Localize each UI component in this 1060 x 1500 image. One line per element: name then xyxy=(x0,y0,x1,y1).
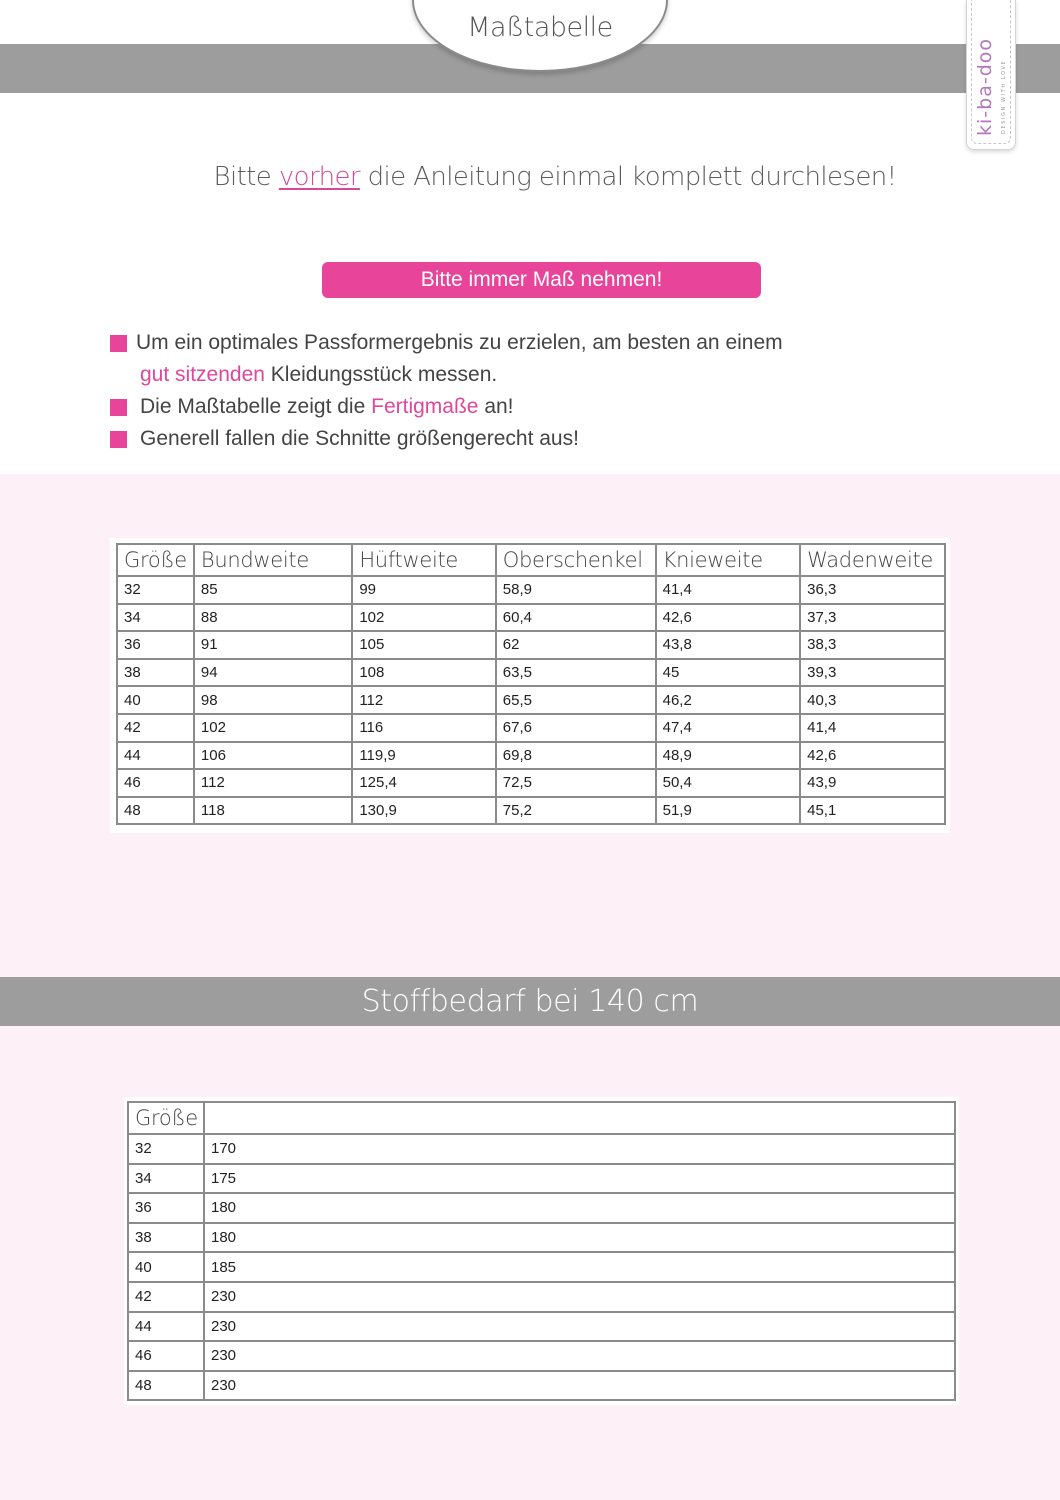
table-row xyxy=(128,1164,955,1194)
table-cell: 43,9 xyxy=(800,769,945,797)
brand-logo-text: ki-ba-doo xyxy=(974,37,996,136)
table-cell: 180 xyxy=(204,1193,955,1223)
table-cell: 46,2 xyxy=(656,686,800,714)
table-cell: 46 xyxy=(117,769,194,797)
headline-text-after: die Anleitung einmal komplett durchlesen! xyxy=(359,162,897,192)
table-cell: 102 xyxy=(194,714,352,742)
headline-text-before: Bitte xyxy=(213,162,279,192)
table-row xyxy=(128,1371,955,1401)
table-cell: 43,8 xyxy=(656,631,800,659)
table-cell: 230 xyxy=(204,1312,955,1342)
table-row xyxy=(117,659,945,687)
table-cell: 119,9 xyxy=(352,742,495,770)
table-cell: 40 xyxy=(128,1252,204,1282)
table-row xyxy=(117,769,945,797)
table-cell: 34 xyxy=(128,1164,204,1194)
column-header: Knieweite xyxy=(656,544,800,576)
table-cell: 99 xyxy=(352,576,495,604)
table-cell: 72,5 xyxy=(496,769,656,797)
table-row xyxy=(117,714,945,742)
table-cell: 48 xyxy=(128,1371,204,1401)
table-row xyxy=(128,1252,955,1282)
headline-highlight: vorher xyxy=(278,162,360,192)
pink-square-bullet-icon xyxy=(110,399,127,416)
table-cell: 67,6 xyxy=(496,714,656,742)
emphasis-text: Fertigmaße xyxy=(371,395,479,418)
table-row xyxy=(117,604,945,632)
tips-list xyxy=(110,330,870,458)
table-row xyxy=(128,1134,955,1164)
table-header-row xyxy=(117,544,945,576)
table-row xyxy=(128,1312,955,1342)
page-title: Maßtabelle xyxy=(467,12,613,43)
table-cell: 105 xyxy=(352,631,495,659)
table-cell: 50,4 xyxy=(656,769,800,797)
table-cell: 98 xyxy=(194,686,352,714)
table-cell: 62 xyxy=(496,631,656,659)
table-cell: 125,4 xyxy=(352,769,495,797)
table-cell: 41,4 xyxy=(656,576,800,604)
table-cell: 32 xyxy=(128,1134,204,1164)
table-cell: 40,3 xyxy=(800,686,945,714)
table-cell: 48,9 xyxy=(656,742,800,770)
list-item-continuation: gut sitzenden Kleidungsstück messen. xyxy=(140,363,498,386)
table-cell: 51,9 xyxy=(656,797,800,825)
table-row xyxy=(117,631,945,659)
table-cell: 102 xyxy=(352,604,495,632)
column-header: Wadenweite xyxy=(800,544,945,576)
table-row xyxy=(117,686,945,714)
fabric-section-title: Stoffbedarf bei 140 cm xyxy=(0,977,1060,1026)
table-cell: 47,4 xyxy=(656,714,800,742)
table-cell: 48 xyxy=(117,797,194,825)
table-cell: 36 xyxy=(128,1193,204,1223)
table-cell: 46 xyxy=(128,1341,204,1371)
table-cell: 42,6 xyxy=(800,742,945,770)
table-cell: 170 xyxy=(204,1134,955,1164)
measurement-table xyxy=(116,543,946,825)
measure-notice-banner: Bitte immer Maß nehmen! xyxy=(322,262,761,298)
table-cell: 94 xyxy=(194,659,352,687)
fabric-requirement-table xyxy=(127,1101,956,1401)
table-cell: 38 xyxy=(128,1223,204,1253)
table-cell: 38 xyxy=(117,659,194,687)
table-cell: 44 xyxy=(117,742,194,770)
table-cell: 63,5 xyxy=(496,659,656,687)
table-cell: 65,5 xyxy=(496,686,656,714)
table-cell: 38,3 xyxy=(800,631,945,659)
table-cell: 36,3 xyxy=(800,576,945,604)
table-cell: 91 xyxy=(194,631,352,659)
brand-logo-tagline: DESIGN WITH LOVE xyxy=(1001,59,1007,134)
table-row xyxy=(117,576,945,604)
table-row xyxy=(128,1341,955,1371)
table-cell: 75,2 xyxy=(496,797,656,825)
table-cell: 230 xyxy=(204,1282,955,1312)
pink-square-bullet-icon xyxy=(110,335,127,352)
list-item: Generell fallen die Schnitte größengerecht aus! xyxy=(110,426,870,458)
table-cell: 34 xyxy=(117,604,194,632)
table-cell: 60,4 xyxy=(496,604,656,632)
table-row xyxy=(117,797,945,825)
table-header-row xyxy=(128,1102,955,1134)
table-cell: 32 xyxy=(117,576,194,604)
pink-square-bullet-icon xyxy=(110,431,127,448)
table-cell: 112 xyxy=(352,686,495,714)
table-row xyxy=(128,1282,955,1312)
table-cell: 118 xyxy=(194,797,352,825)
table-cell: 36 xyxy=(117,631,194,659)
table-cell: 230 xyxy=(204,1341,955,1371)
table-cell: 88 xyxy=(194,604,352,632)
table-cell: 85 xyxy=(194,576,352,604)
table-cell: 180 xyxy=(204,1223,955,1253)
table-row xyxy=(117,742,945,770)
table-cell: 42 xyxy=(117,714,194,742)
table-cell: 45,1 xyxy=(800,797,945,825)
column-header: Bundweite xyxy=(194,544,352,576)
table-cell: 185 xyxy=(204,1252,955,1282)
table-cell: 45 xyxy=(656,659,800,687)
table-cell: 116 xyxy=(352,714,495,742)
column-header xyxy=(204,1102,955,1134)
table-cell: 42,6 xyxy=(656,604,800,632)
table-cell: 42 xyxy=(128,1282,204,1312)
table-cell: 130,9 xyxy=(352,797,495,825)
column-header: Oberschenkel xyxy=(496,544,656,576)
table-cell: 106 xyxy=(194,742,352,770)
table-row xyxy=(128,1223,955,1253)
instruction-headline xyxy=(0,162,1060,192)
table-cell: 175 xyxy=(204,1164,955,1194)
table-cell: 40 xyxy=(117,686,194,714)
table-cell: 44 xyxy=(128,1312,204,1342)
table-cell: 230 xyxy=(204,1371,955,1401)
table-cell: 112 xyxy=(194,769,352,797)
list-item: Um ein optimales Passformergebnis zu erzielen, am besten an einem xyxy=(110,330,870,362)
emphasis-text: gut sitzenden xyxy=(140,363,265,386)
table-cell: 41,4 xyxy=(800,714,945,742)
table-row xyxy=(128,1193,955,1223)
column-header: Größe xyxy=(117,544,194,576)
table-cell: 69,8 xyxy=(496,742,656,770)
list-item: Die Maßtabelle zeigt die Fertigmaße an! xyxy=(110,394,870,426)
table-cell: 58,9 xyxy=(496,576,656,604)
column-header: Hüftweite xyxy=(352,544,495,576)
column-header: Größe xyxy=(128,1102,204,1134)
table-cell: 37,3 xyxy=(800,604,945,632)
table-cell: 108 xyxy=(352,659,495,687)
table-cell: 39,3 xyxy=(800,659,945,687)
